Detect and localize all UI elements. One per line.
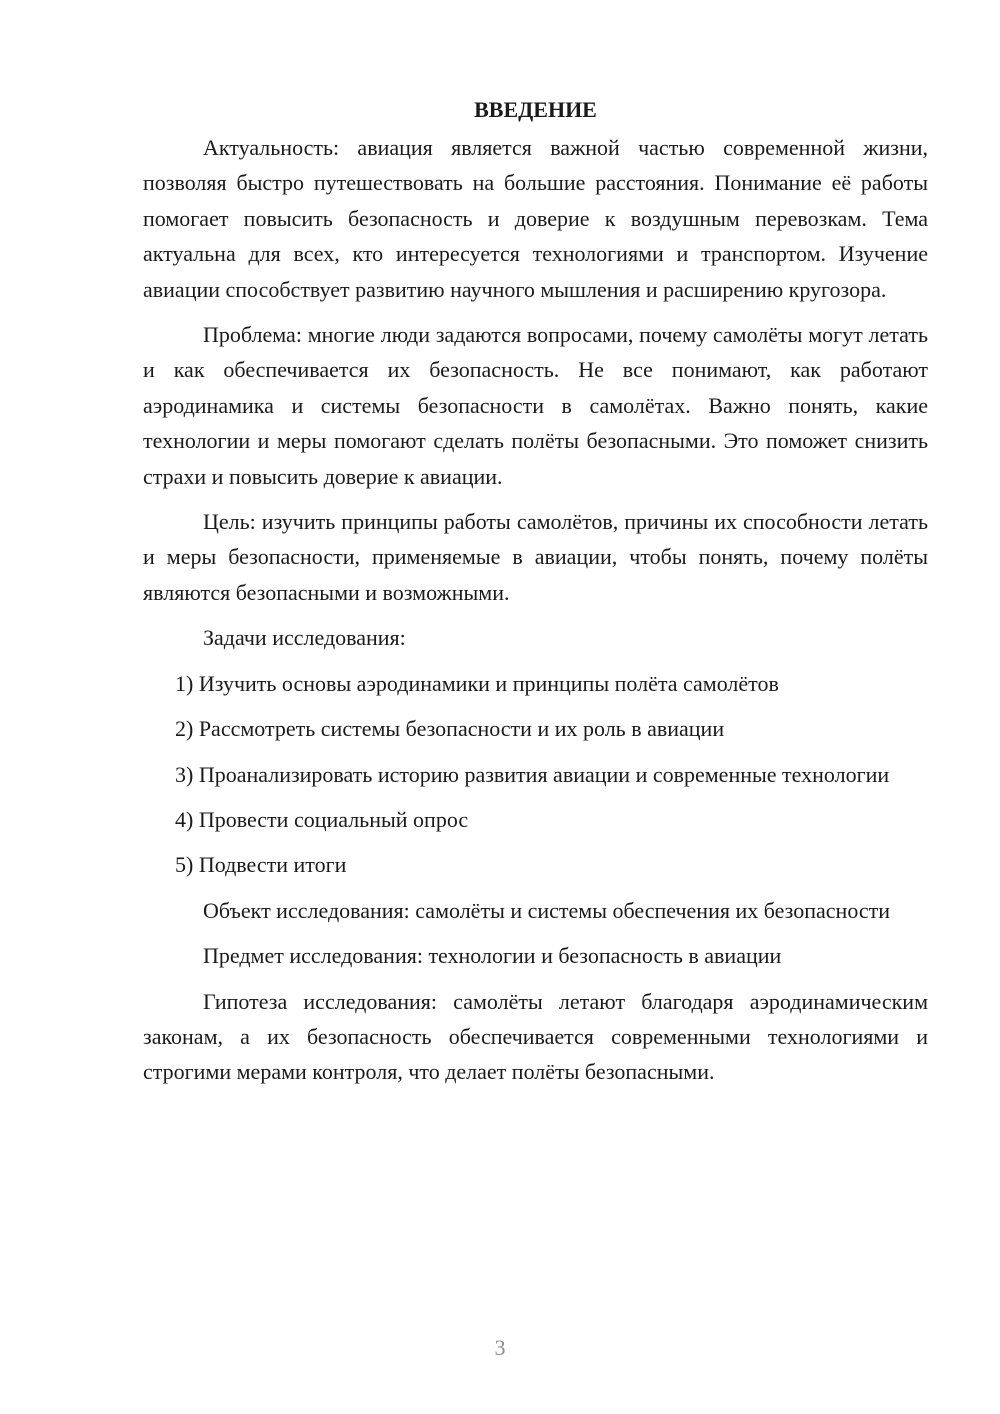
document-page xyxy=(143,92,928,1090)
task-item-2: 2) Рассмотреть системы безопасности и их роль в авиации xyxy=(175,716,725,742)
object-paragraph: Объект исследования: самолёты и системы обеспечения их безопасности xyxy=(203,897,891,923)
relevance-paragraph: Актуальность: авиация является важной частью современной жизни, позволяя быстро путешествовать на большие расстояния. Понимание её работы помогает повысить безопасность и доверие к воздушным перевозкам. Тема актуальна для всех, кто интересуется технологиями и транспортом. Изучение авиации способствует развитию научного мышления и расширению кругозора. xyxy=(143,135,928,302)
subject-paragraph: Предмет исследования: технологии и безопасность в авиации xyxy=(203,943,782,969)
tasks-heading: Задачи исследования: xyxy=(203,625,406,651)
problem-paragraph: Проблема: многие люди задаются вопросами, почему самолёты могут летать и как обеспечивается их безопасность. Не все понимают, как работают аэродинамика и системы безопасности в самолётах. Важно понять, какие технологии и меры помогают сделать полёты безопасными. Это поможет снизить страхи и повысить доверие к авиации. xyxy=(143,322,928,489)
task-item-4: 4) Провести социальный опрос xyxy=(175,806,469,832)
task-item-5: 5) Подвести итоги xyxy=(175,852,347,878)
page-title: ВВЕДЕНИЕ xyxy=(474,97,597,122)
hypothesis-paragraph: Гипотеза исследования: самолёты летают благодаря аэродинамическим законам, а их безопасность обеспечивается современными технологиями и строгими мерами контроля, что делает полёты безопасными. xyxy=(143,988,928,1085)
goal-paragraph: Цель: изучить принципы работы самолётов, причины их способности летать и меры безопасности, применяемые в авиации, чтобы понять, почему полёты являются безопасными и возможными. xyxy=(143,509,928,605)
task-item-3: 3) Проанализировать историю развития авиации и современные технологии xyxy=(175,761,890,787)
page-number: 3 xyxy=(494,1335,506,1360)
task-item-1: 1) Изучить основы аэродинамики и принципы полёта самолётов xyxy=(175,670,779,696)
